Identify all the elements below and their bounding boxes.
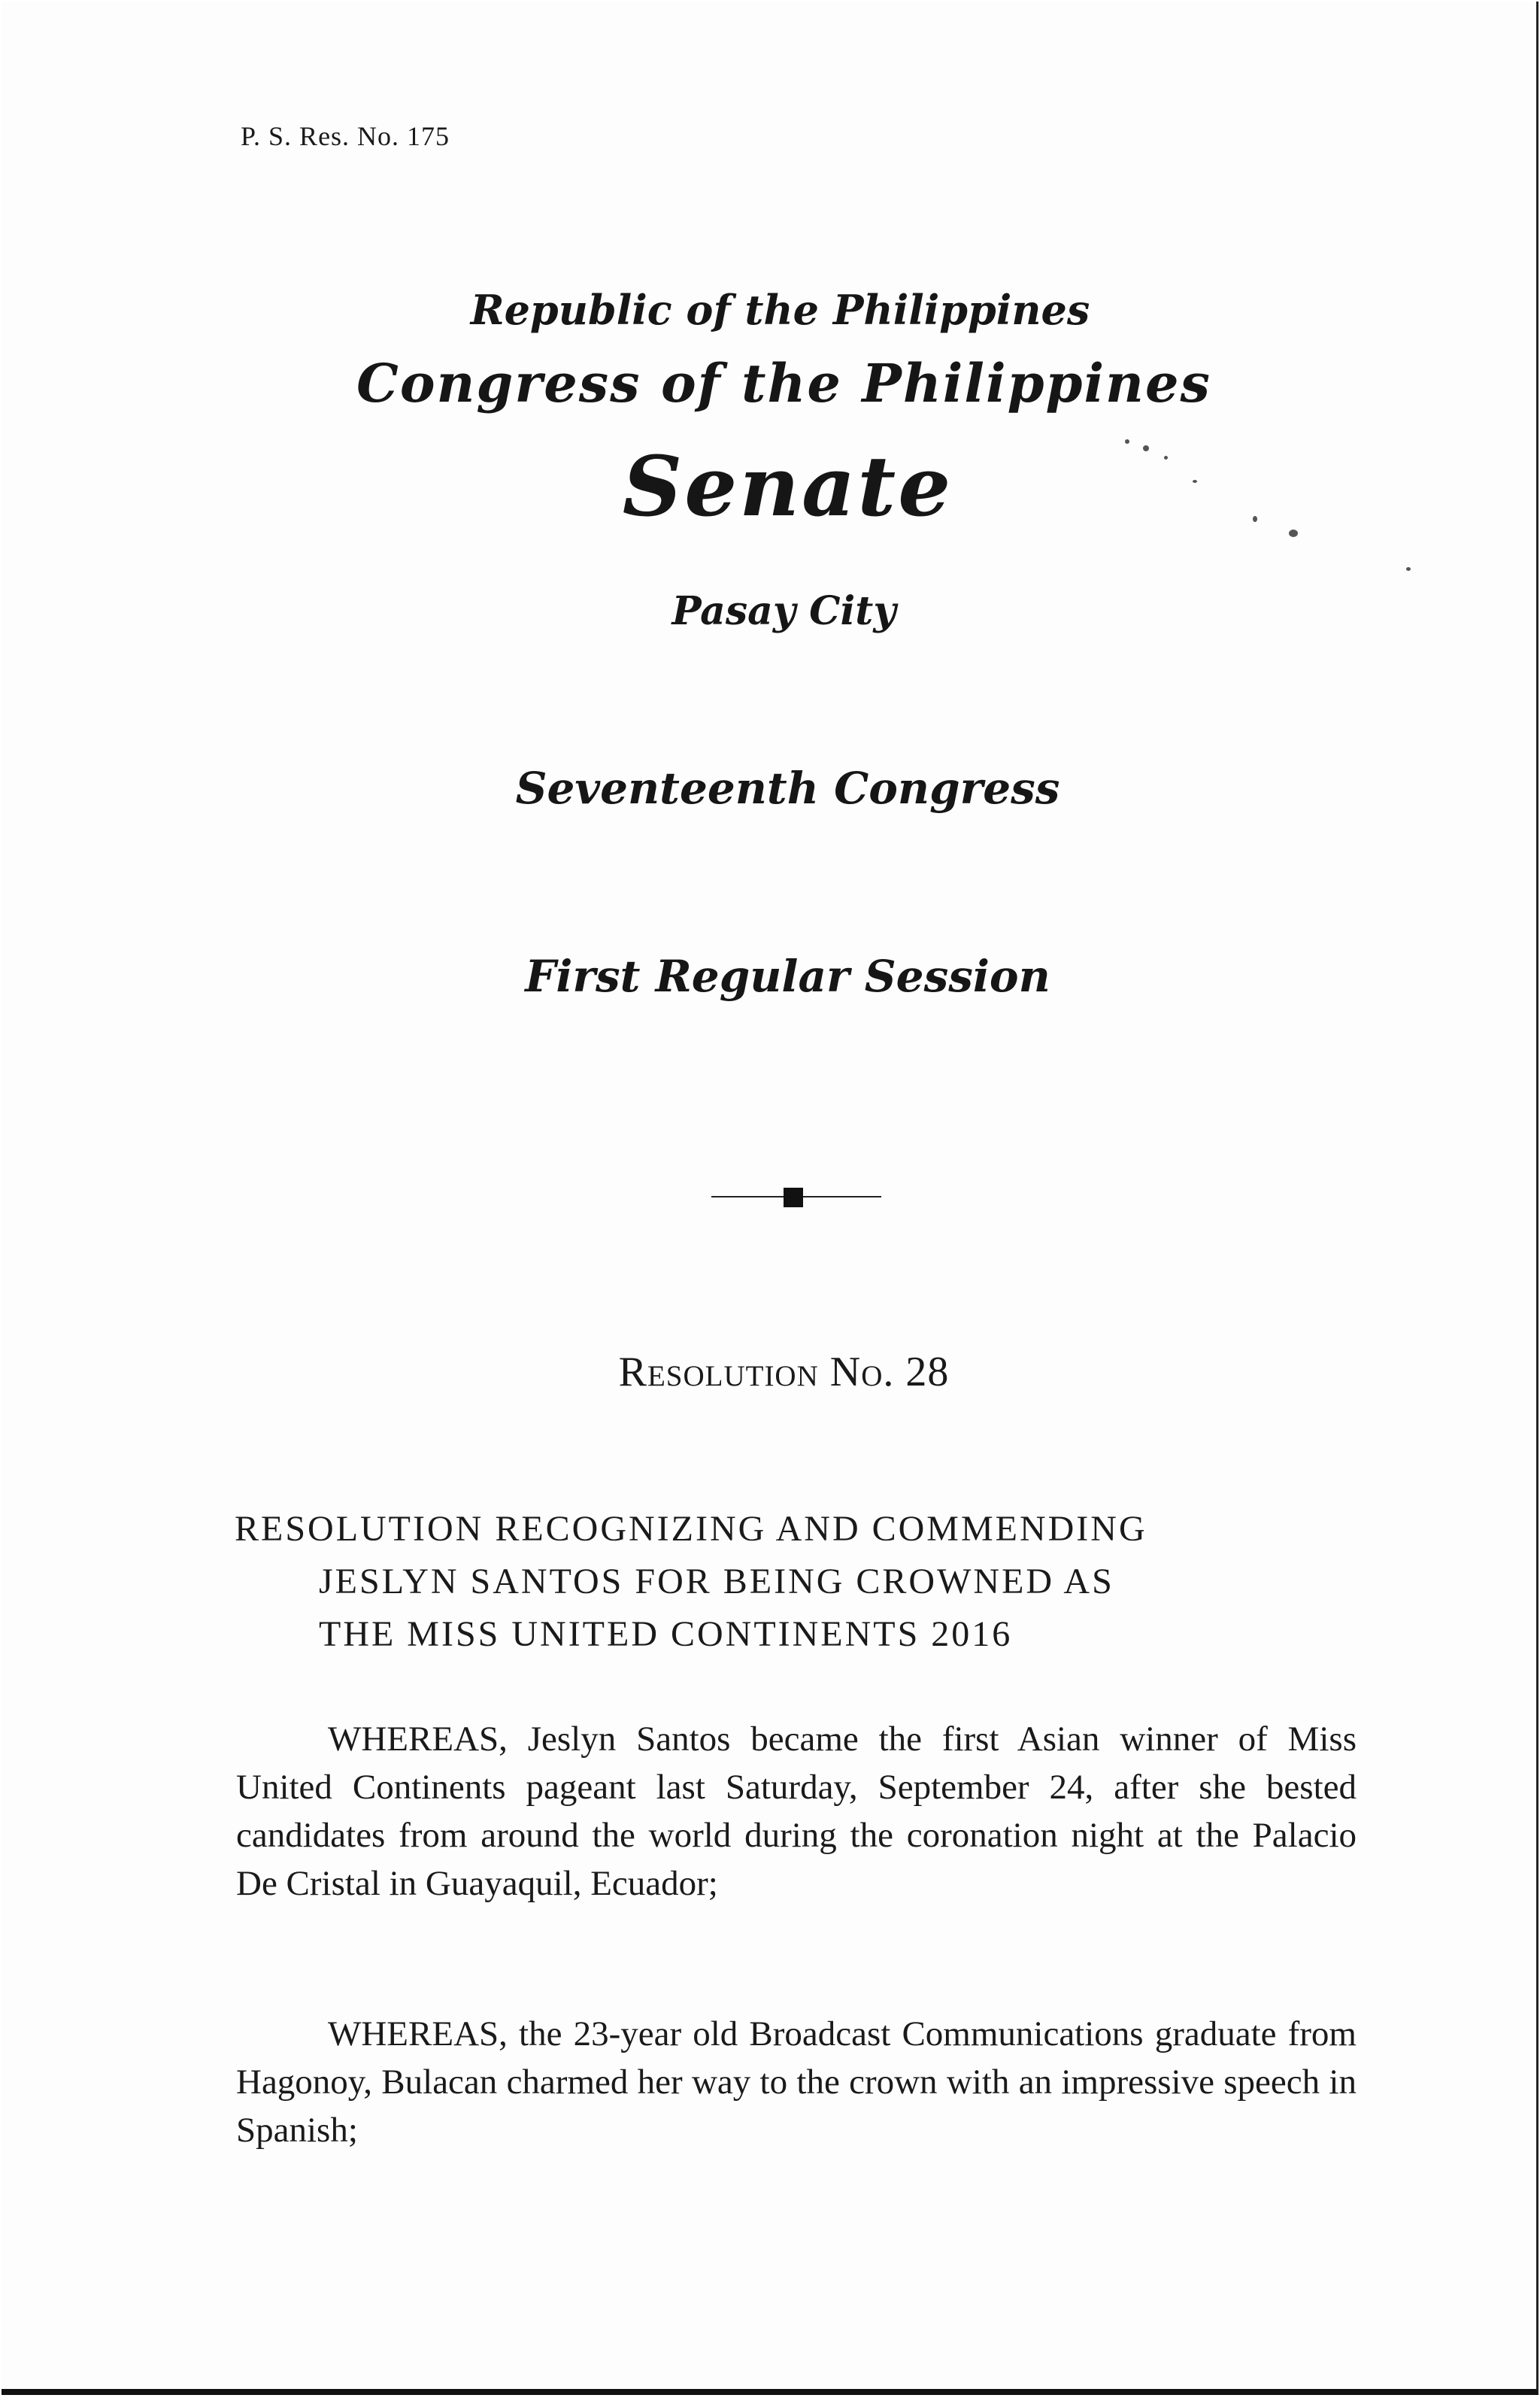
whereas-paragraph-1 — [236, 1715, 1357, 1908]
header-city: Pasay City — [671, 588, 896, 634]
scan-speck — [1406, 567, 1411, 571]
ornamental-divider — [711, 1185, 881, 1208]
resolution-number: Resolution No. 28 — [618, 1349, 950, 1395]
whereas-paragraph-2 — [236, 2010, 1357, 2154]
whereas-lead-2: WHEREAS, — [328, 2014, 508, 2053]
scan-speck — [1143, 445, 1149, 451]
whereas-text-2: the 23-year old Broadcast Communications graduate from Hagonoy, Bulacan charmed her way to the crown with an impressive speech in Spanish; — [236, 2014, 1357, 2150]
whereas-lead-1: WHEREAS, — [328, 1720, 508, 1759]
divider-square — [784, 1188, 803, 1207]
header-congress-number: Seventeenth Congress — [515, 763, 1060, 814]
whereas-text-1: Jeslyn Santos became the first Asian winner of Miss United Continents pageant last Saturday, September 24, after she bested candidates from around the world during the coronation night at the Palacio De Cristal in Guayaquil, Ecuador; — [236, 1720, 1357, 1903]
scan-speck — [1164, 456, 1168, 460]
header-senate: Senate — [622, 438, 953, 535]
header-republic: Republic of the Philippines — [470, 286, 1090, 334]
document-page — [2, 2, 1538, 2395]
header-session: First Regular Session — [525, 951, 1050, 1002]
scan-speck — [1253, 516, 1257, 522]
scan-speck — [1193, 480, 1197, 483]
title-line-2: JESLYN SANTOS FOR BEING CROWNED AS — [319, 1562, 1114, 1601]
document-reference: P. S. Res. No. 175 — [241, 121, 450, 151]
header-congress: Congress of the Philippines — [356, 352, 1211, 414]
title-line-1: RESOLUTION RECOGNIZING AND COMMENDING — [235, 1509, 1147, 1549]
scan-speck — [1125, 439, 1129, 444]
scan-speck — [1289, 530, 1298, 537]
title-line-3: THE MISS UNITED CONTINENTS 2016 — [319, 1614, 1013, 1654]
